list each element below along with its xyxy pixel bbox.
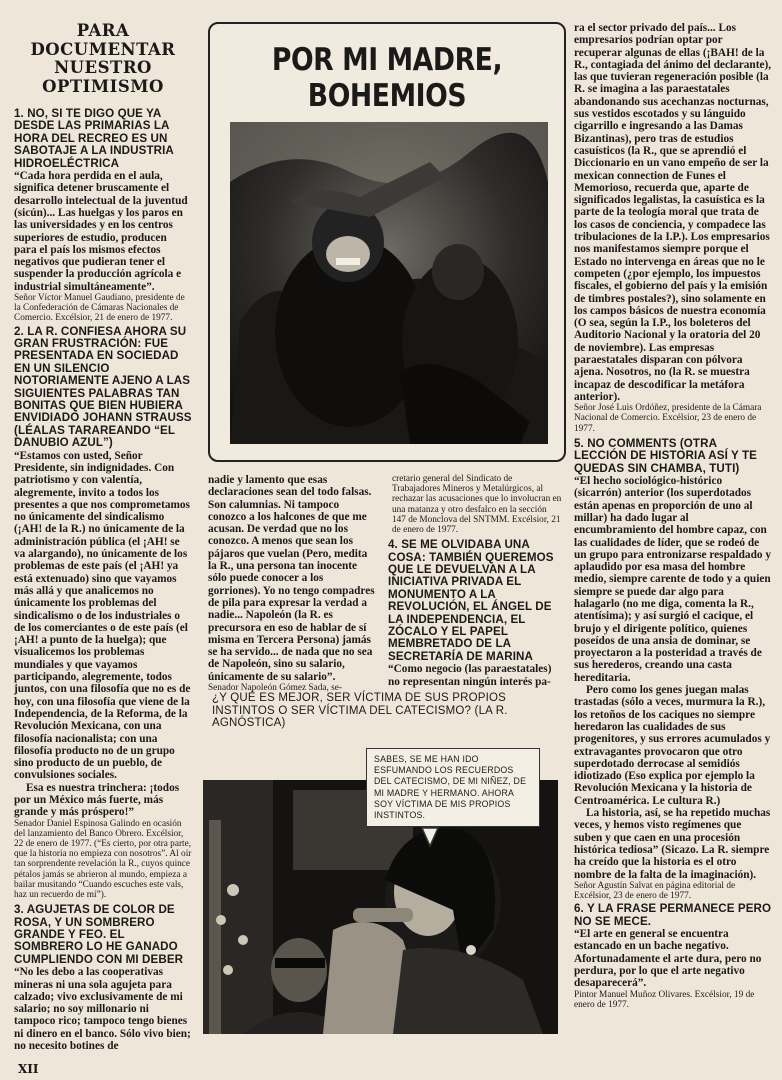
section-3-title: 3. AGUJETAS DE COLOR DE ROSA, Y UN SOMBRERO GRANDE Y FEO. EL SOMBRERO LO HE GANADO CUMPLIENDO CON MI DEBER [14, 903, 184, 966]
section-3-quote: “No les debo a las cooperativas mineras ni una sola agujeta para calzado; vivo exclusivamente de mi salario; no soy millonario ni tampoco rico; tampoco tengo bienes ni dinero en el banco. Sólo vivo bien; no necesito botines de [14, 966, 191, 1053]
section-6-title: 6. Y LA FRASE PERMANECE PERO NO SE MECE. [574, 902, 772, 928]
center-right-column [388, 474, 562, 686]
section-5-title: 5. NO COMMENTS (OTRA LECCIÓN DE HISTORIA ASÍ Y TE QUEDAS SIN CHAMBA, TUTI) [574, 436, 757, 475]
speech-bubble-tail [420, 828, 440, 846]
section-3-attribution-continued: cretario general del Sindicato de Trabajadores Mineros y Metalúrgicos, al rechazar las acusaciones que lo involucran en una matanza y otro desfalco en la sección 147 de Monclova del SNTMM. Excélsior, 21 de enero de 1977. [392, 474, 562, 536]
photo-caption: ¿Y QUÉ ES MEJOR, SER VÍCTIMA DE SUS PROPIOS INSTINTOS O SER VÍCTIMA DEL CATECISMO? (LA R. AGNÓSTICA) [212, 692, 508, 730]
left-column [14, 22, 192, 1070]
page-number: XII [18, 1062, 39, 1076]
feature-title-line-2: BOHEMIOS [307, 78, 467, 114]
section-6-quote: “El arte en general se encuentra estancado en un bache negativo. Afortunadamente el arte dura, pero no perdura, por lo que el arte negativo desaparecerá”. [574, 928, 762, 990]
section-5-attribution: Señor Agustín Salvat en página editorial de Excélsior, 23 de enero de 1977. [574, 880, 736, 902]
section-2-attribution: Senador Daniel Espinosa Galindo en ocasión del lanzamiento del Banco Obrero. Excélsior, 22 de enero de 1977. (“Es cierto, por otra parte, que la historia no empieza con nosotros”. Al oír tan sorprendente revelación la R., cuyos quince pétalos jamás se abrieron al mundo, empieza a bailar musitando “Cuando escuches este vals, haz un recuerdo de mí”). [14, 818, 192, 900]
section-6-attribution: Pintor Manuel Muñoz Olivares. Excélsior, 19 de enero de 1977. [574, 989, 755, 1010]
section-5-paragraph-3: La historia, así, se ha repetido muchas veces, y hemos visto regímenes que suben y que caen en una procesión histórica tediosa” (Sicazo. La R. siempre ha creído que la historia es el otro nombre de la falta de la imaginación). [574, 807, 771, 881]
section-5-quote: “El hecho sociológico-histórico (sicarrón) anterior (los superdotados están apenas en proporción de uno al millar) ha dado lugar al encumbramiento del hombre capaz, con las cualidades de líder, que se rodeó de un grupo para entronizarse respaldado y aplaudido por esa masa del hombre medio, siempre carente de todo y a quien siempre se puede dar algo para halagarlo (no me diga, comenta la R., atentísima); y así surgió el cacique, el brujo y el dirigente político, quienes poseídos de una ansia de dominar, se proyectaron a la posteridad a través de sus herederos, creando una casta hereditaria. [574, 475, 771, 684]
section-1-title: 1. NO, SI TE DIGO QUE YA DESDE LAS PRIMARIAS LA HORA DEL RECREO ES UN SABOTAJE A LA INDUSTRIA HIDROELÉCTRICA [14, 107, 174, 170]
gorilla-photo [230, 122, 548, 444]
center-left-column [208, 474, 378, 694]
right-column [574, 22, 772, 1074]
section-3-attribution: Senador Napoleón Gómez Sada, se- [208, 683, 342, 694]
section-4-attribution: Señor José Luis Ordóñez, presidente de la Cámara Nacional de Comercio. Excélsior, 23 de enero de 1977. [574, 403, 762, 434]
feature-title-line-1: POR MI MADRE, [271, 42, 503, 78]
page-heading: PARA DOCUMENTAR NUESTRO OPTIMISMO [30, 21, 176, 96]
section-4-quote-continued: ra el sector privado del país... Los empresarios podrían optar por recuperar algunas de ellas (¡BAH! de la R., contagiada del ánimo del declarante), las que tuvieran regeneración posible (la R. se imagina a las paraestatales abandonando sus acechanzas nocturnas, sus vestidos escotados y su lánguido cigarrillo e ingresando a las Damas Bizantinas), pero tras de estudios casuísticos (la R., que se aprendió el Diccionario en un vano empeño de ser la mexican connection de Funes el Memorioso, recuerda que, aparte de significados legalistas, la casuística es la parte de la teología moral que trata de los casos de conciencia, y compadece las tribulaciones de la I.P.). Los empresarios nos manifestamos siempre porque el Estado no intervenga en áreas que no le competen (¿por ejemplo, los impuestos fiscales, el gobierno del país y la emisión de timbres postales?), sino solamente en los campos básicos de nuestra economía (O sea, según la I.P., los boleteros del Auditorio Nacional y la oratoria del 20 de noviembre). Las empresas paraestatales disparan con pólvora ajena. Nosotros, no (la R. se muestra incapaz de descodificar la metáfora anterior). [574, 22, 772, 403]
section-1-attribution: Señor Víctor Manuel Gaudiano, presidente de la Confederación de Cámaras Nacionales de Comercio. Excélsior, 21 de enero de 1977. [14, 293, 185, 324]
speech-bubble: SABES, SE ME HAN IDO ESFUMANDO LOS RECUERDOS DEL CATECISMO, DE MI NIÑEZ, DE MI MADRE Y HERMANO. AHORA SOY VÍCTIMA DE MIS PROPIOS INSTINTOS. [366, 748, 540, 827]
section-3-quote-continued: nadie y lamento que esas declaraciones sean del todo falsas. Son calumnias. Ni tampoco conozco a los halcones de que me acusan. De verdad que no los conozco. A menos que sean los pájaros que vuelan (Pero, medita la R., una persona tan inocente sólo puede conocer a los gorriones). Yo no tengo compadres de pila para expresar la verdad a nadie... Napoleón (la R. es precursora en eso de hablar de sí misma en Tercera Persona) jamás se ha servido... de nada que no sea de Napoleón, sino su salario, únicamente de su salario”. [208, 474, 375, 683]
feature-title [245, 42, 529, 114]
section-2-title: 2. LA R. CONFIESA AHORA SU GRAN FRUSTRACIÓN: FUE PRESENTADA EN SOCIEDAD EN UN SILENCIO NOTORIAMENTE AJENO A LAS SIGUIENTES PALABRAS TAN BONITAS QUE BIEN HUBIERA ENVIDIADO JOHANN STRAUSS (LÉALAS TARAREANDO “EL DANUBIO AZUL”) [14, 324, 192, 450]
section-2-quote: “Estamos con usted, Señor Presidente, sin indignidades. Con patriotismo y con valentía, alegremente, invito a todos los presentes a que nos comprometamos no únicamente del sindicalismo (¡AH! de la R.) no únicamente de la administración pública (el ¡AH! se va alargando), no únicamente de los problemas de este país (el ¡AH! ya está extenuado) sino que vayamos más allá y que analicemos no únicamente los problemas del sindicalismo o de los industriales o de los comerciantes o de este país (el ¡AH! a punto de la huelga); que visualicemos los problemas mundiales y que vayamos participando, alegremente, todos juntos, con una filosofía que no es de hoy, con una filosofía que viene de la Independencia, de la Reforma, de la Revolución Mexicana, con una filosofía nacionalista; con una filosofía producto no de un grupo sino producto de un pueblo, de convulsiones sociales. [14, 449, 191, 782]
section-4-title: 4. SE ME OLVIDABA UNA COSA: TAMBIÉN QUEREMOS QUE LE DEVUELVAN A LA INICIATIVA PRIVADA EL MONUMENTO A LA REVOLUCIÓN, EL ÁNGEL DE LA INDEPENDENCIA, EL ZÓCALO Y EL PAPEL MEMBRETADO DE LA SECRETARÍA DE MARINA [388, 538, 554, 663]
section-5-paragraph-2: Pero como los genes juegan malas trastadas (sólo a veces, murmura la R.), los retoños de los caciques no siempre heredaron las cualidades de sus progenitores, y sus errores acumulados y extravagantes provocaron que otro superdotado derrocase al semidiós idiotizado (Eso explica por ejemplo la Revolución Mexicana y la historia de Centroamérica. Le cultura R.) [574, 684, 771, 807]
section-2-quote-end: Esa es nuestra trinchera: ¡todos por un México más fuerte, más grande y más próspero!” [14, 781, 180, 819]
section-4-quote: “Como negocio (las paraestatales) no representan ningún interés pa- [388, 663, 552, 688]
section-1-quote: “Cada hora perdida en el aula, significa detener bruscamente el desarrollo intelectual de la juventud (sicún)... Las huelgas y los paros en las universidades y en los centros superiores de estudio, producen para el país los mismos efectos negativos que pudieran tener el suspender la producción agrícola e industrial simultáneamente”. [14, 170, 188, 293]
